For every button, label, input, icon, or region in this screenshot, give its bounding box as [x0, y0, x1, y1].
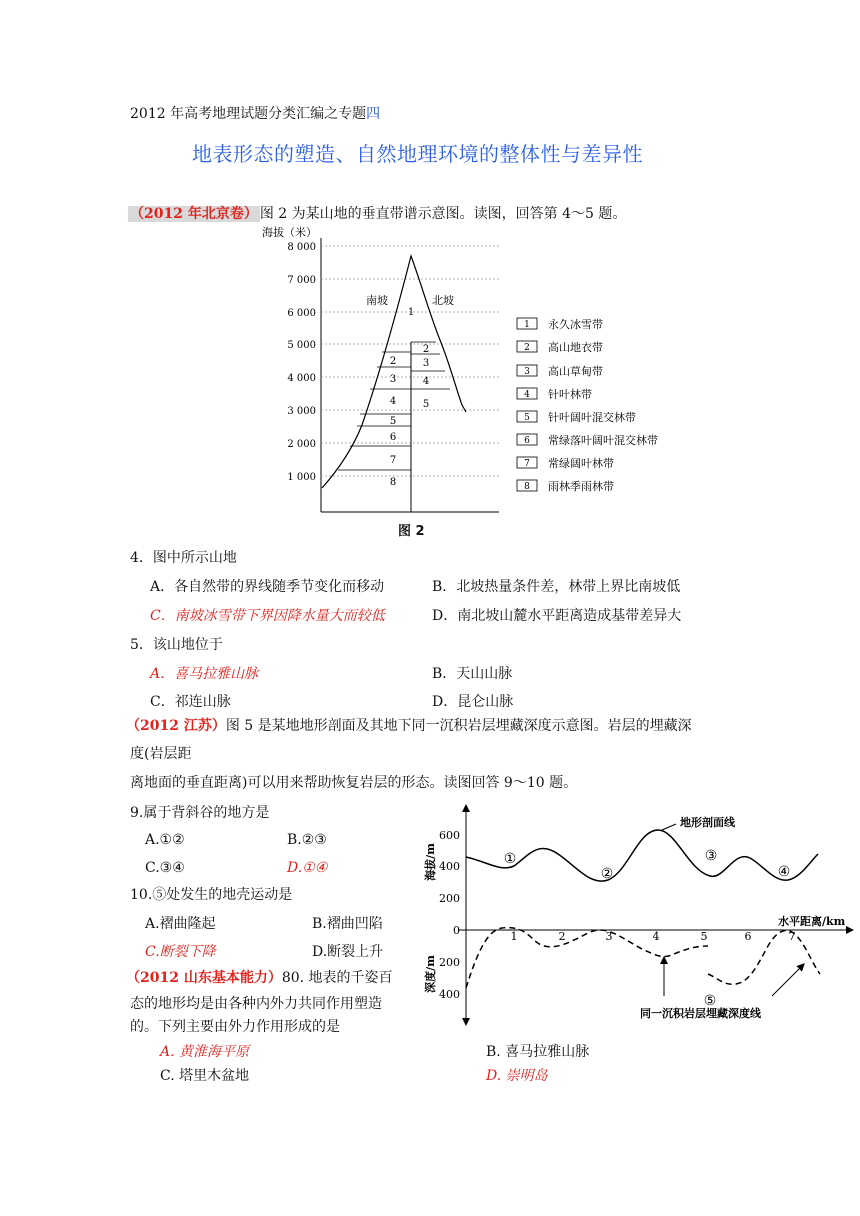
svg-text:3: 3: [524, 367, 530, 377]
q4-option-c: C．南坡冰雪带下界因降水量大而较低: [150, 608, 385, 624]
jiangsu-intro-line3: 离地面的垂直距离)可以用来帮助恢复岩层的形态。读图回答 9～10 题。: [130, 775, 578, 791]
north-slope-label: 北坡: [432, 294, 454, 307]
point-1-label: ①: [503, 851, 517, 867]
fig5-xtick: 4: [652, 930, 660, 943]
fig2-ytick: 3 000: [287, 406, 316, 417]
legend-item: [517, 410, 636, 424]
zone-number: 3: [422, 358, 430, 369]
terrain-label-leader: [662, 824, 676, 830]
beijing-intro: 图 2 为某山地的垂直带谱示意图。读图，回答第 4～5 题。: [259, 206, 627, 222]
terrain-profile-line: [466, 830, 818, 881]
point-2-label: ②: [600, 866, 614, 882]
legend-item: [517, 387, 592, 401]
zone-number: 2: [389, 356, 397, 367]
document-title-line: [130, 104, 380, 124]
fig2-ytick: 5 000: [287, 340, 316, 351]
svg-text:永久冰雪带: 永久冰雪带: [548, 318, 603, 331]
q10-option-c: C.断裂下降: [145, 944, 216, 960]
q10-option-a: A.褶曲隆起: [145, 916, 216, 932]
q4-option-a: A．各自然带的界线随季节变化而移动: [150, 579, 385, 595]
q5-stem: 5．该山地位于: [130, 637, 223, 653]
fig5-ytick: 200: [439, 892, 460, 905]
shandong-source-tag: （2012 山东基本能力）: [126, 970, 282, 986]
zone-number: 8: [389, 477, 397, 488]
legend-item: [517, 479, 614, 493]
q80-option-d: D. 崇明岛: [486, 1068, 548, 1084]
fig2-legend: [517, 317, 658, 493]
fig5-ytick: 0: [453, 924, 460, 937]
fig5-ytick: 200: [439, 956, 460, 969]
svg-text:雨林季雨林带: 雨林季雨林带: [548, 480, 614, 493]
fig5-xlabel: 水平距离/km: [778, 915, 846, 928]
shandong-intro-line2: 态的地形均是由各种内外力共同作用塑造: [130, 996, 382, 1012]
svg-text:常绿阔叶林带: 常绿阔叶林带: [548, 457, 614, 470]
rock-layer-line-right: [708, 931, 820, 985]
zone-number: 5: [389, 416, 397, 427]
title-topic-number: 四: [366, 106, 381, 122]
rock-layer-line-left: [466, 928, 708, 988]
legend-item: [517, 433, 658, 447]
vertical-zonation-figure: [262, 220, 700, 540]
jiangsu-intro-line1: [126, 716, 692, 736]
svg-text:8: 8: [524, 482, 530, 492]
fig5-xtick: 5: [700, 930, 708, 943]
fig5-ylabel-top: 海拔/m: [424, 843, 437, 881]
legend-item: [517, 340, 603, 354]
title-text: 2012 年高考地理试题分类汇编之专题: [130, 106, 367, 122]
shandong-intro-line1: [126, 968, 393, 988]
layer-arrow-right: [772, 966, 802, 996]
north-zone-boundaries: [411, 342, 450, 389]
svg-text:常绿落叶阔叶混交林带: 常绿落叶阔叶混交林带: [548, 434, 658, 447]
q9-stem: 9.属于背斜谷的地方是: [130, 805, 270, 821]
fig5-ytick: 400: [439, 988, 460, 1001]
fig2-ytick: 1 000: [287, 472, 316, 483]
svg-text:高山草甸带: 高山草甸带: [548, 365, 603, 378]
fig5-ytick: 400: [439, 860, 460, 873]
q5-option-d: D．昆仑山脉: [432, 694, 514, 710]
q5-option-c: C．祁连山脉: [150, 694, 231, 710]
south-slope-label: 南坡: [366, 294, 388, 307]
q9-option-c: C.③④: [145, 860, 185, 876]
point-3-label: ③: [704, 848, 718, 864]
zone-number: 3: [389, 374, 397, 385]
jiangsu-intro-line2: 度(岩层距: [130, 746, 192, 762]
fig5-xtick: 1: [510, 930, 518, 943]
legend-item: [517, 364, 603, 378]
zone-number: 5: [422, 399, 430, 410]
svg-text:针叶林带: 针叶林带: [548, 388, 592, 401]
svg-text:高山地衣带: 高山地衣带: [548, 341, 603, 354]
terrain-line-label: 地形剖面线: [680, 816, 735, 829]
q9-option-b: B.②③: [287, 832, 327, 848]
zone-number: 4: [422, 376, 430, 387]
q4-stem: 4．图中所示山地: [130, 550, 237, 566]
fig2-gridlines: [321, 246, 499, 476]
svg-text:5: 5: [524, 413, 530, 423]
zone-number: 7: [389, 455, 397, 466]
q4-option-b: B．北坡热量条件差，林带上界比南坡低: [432, 579, 681, 595]
zone-number: 4: [389, 396, 397, 407]
svg-text:针叶阔叶混交林带: 针叶阔叶混交林带: [548, 411, 636, 424]
q5-option-b: B．天山山脉: [432, 666, 513, 682]
fig2-ytick: 4 000: [287, 373, 316, 384]
q10-option-d: D.断裂上升: [312, 944, 384, 960]
legend-item: [517, 456, 614, 470]
fig2-ytick: 7 000: [287, 275, 316, 286]
layer-line-label: 同一沉积岩层埋藏深度线: [640, 1007, 761, 1020]
fig5-ytick: 600: [439, 829, 460, 842]
fig5-xtick: 2: [558, 930, 566, 943]
q4-option-d: D．南北坡山麓水平距离造成基带差异大: [432, 608, 682, 624]
svg-text:4: 4: [524, 390, 530, 400]
legend-item: [517, 317, 603, 331]
fig5-xtick: 6: [744, 930, 752, 943]
fig5-ylabel-bottom: 深度/m: [424, 955, 437, 993]
terrain-profile-figure: [418, 800, 858, 1036]
q10-stem: 10.⑤处发生的地壳运动是: [130, 887, 293, 903]
svg-text:1: 1: [524, 320, 530, 330]
mountain-profile: [322, 256, 466, 488]
fig5-xtick: 7: [788, 930, 796, 943]
q5-option-a: A．喜马拉雅山脉: [150, 666, 259, 682]
beijing-source-tag: （2012 年北京卷）: [130, 206, 258, 222]
q9-option-d: D.①④: [287, 860, 328, 876]
zone-number: 2: [422, 344, 430, 355]
fig2-caption: 图 2: [398, 524, 425, 539]
jiangsu-intro: 图 5 是某地地形剖面及其地下同一沉积岩层埋藏深度示意图。岩层的埋藏深: [225, 718, 692, 734]
svg-text:7: 7: [524, 459, 530, 469]
svg-text:2: 2: [524, 343, 530, 353]
svg-text:6: 6: [524, 436, 530, 446]
shandong-intro-line3: 的。下列主要由外力作用形成的是: [130, 1019, 340, 1035]
point-4-label: ④: [777, 864, 791, 880]
shandong-intro: 80. 地表的千姿百: [281, 970, 393, 986]
fig5-xtick: 3: [605, 930, 613, 943]
fig2-ytick: 2 000: [287, 439, 316, 450]
point-5-label: ⑤: [703, 993, 717, 1009]
zone-number: 1: [407, 307, 415, 318]
main-heading: 地表形态的塑造、自然地理环境的整体性与差异性: [192, 142, 643, 166]
fig2-ytick: 8 000: [287, 242, 316, 253]
q10-option-b: B.褶曲凹陷: [312, 916, 383, 932]
fig2-yaxis-label: 海拔（米）: [262, 226, 317, 239]
q80-option-b: B. 喜马拉雅山脉: [486, 1044, 590, 1060]
jiangsu-source-tag: （2012 江苏）: [126, 718, 226, 734]
q80-option-c: C. 塔里木盆地: [160, 1068, 250, 1084]
q80-option-a: A. 黄淮海平原: [160, 1044, 250, 1060]
q9-option-a: A.①②: [145, 832, 185, 848]
fig2-ytick: 6 000: [287, 308, 316, 319]
zone-number: 6: [389, 432, 397, 443]
